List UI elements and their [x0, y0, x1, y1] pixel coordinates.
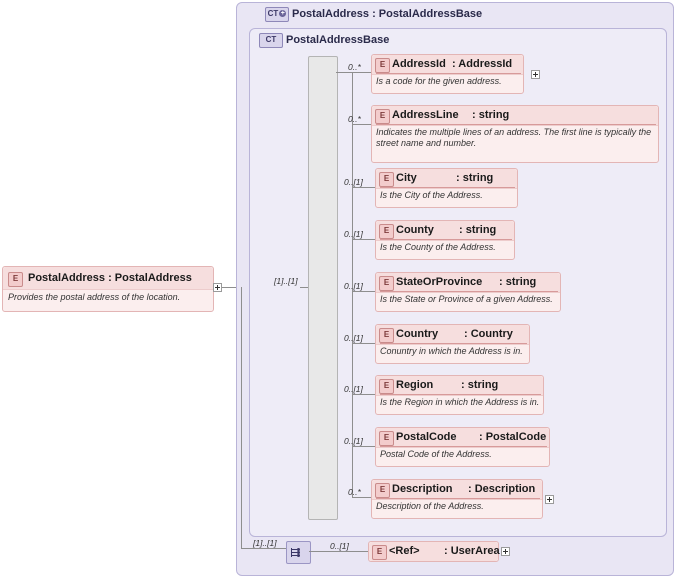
element-type: : AddressId — [452, 58, 513, 70]
element-badge-icon: E — [379, 172, 394, 187]
element-type: : Country — [464, 328, 513, 340]
element-ref-userarea[interactable] — [368, 541, 499, 562]
element-county[interactable] — [375, 220, 515, 260]
element-badge-icon: E — [379, 379, 394, 394]
connector-branch — [352, 394, 376, 395]
connector-ref-horizontal — [241, 548, 286, 549]
cardinality-addressline: 0..* — [348, 114, 361, 124]
root-element-box[interactable] — [2, 266, 214, 312]
element-name: Description — [392, 483, 453, 495]
element-header — [376, 169, 517, 189]
connector-branch — [352, 497, 372, 498]
element-addressid[interactable] — [371, 54, 524, 94]
element-type: : string — [461, 379, 499, 391]
model-group-column — [308, 56, 338, 520]
element-header — [372, 480, 542, 500]
connector-branch — [352, 343, 376, 344]
element-type: : UserArea — [444, 545, 500, 557]
element-header — [376, 376, 543, 396]
ct-badge-inner — [259, 33, 283, 48]
element-header — [376, 428, 549, 448]
element-header — [376, 325, 529, 345]
element-country[interactable] — [375, 324, 530, 364]
element-header — [372, 55, 523, 75]
element-description[interactable] — [371, 479, 543, 519]
element-badge-icon: E — [379, 328, 394, 343]
cardinality-postalcode: 0..[1] — [344, 436, 363, 446]
cardinality-description: 0..* — [348, 487, 361, 497]
connector-ref-branch — [309, 551, 369, 552]
element-name: City — [396, 172, 417, 184]
root-element-doc: Provides the postal address of the location. — [8, 292, 181, 302]
connector-branch — [352, 291, 376, 292]
connector-branch — [352, 72, 372, 73]
element-addressline[interactable] — [371, 105, 659, 163]
element-name: PostalCode — [396, 431, 457, 443]
element-city[interactable] — [375, 168, 518, 208]
element-doc: Is the Region in which the Address is in. — [380, 397, 540, 407]
ct-badge-outer — [265, 7, 289, 22]
element-postalcode[interactable] — [375, 427, 550, 467]
ct-badge-inner-label: CT — [265, 35, 277, 44]
element-doc: Description of the Address. — [376, 501, 484, 511]
element-type: : string — [456, 172, 494, 184]
complex-type-outer-title: PostalAddress : PostalAddressBase — [292, 8, 483, 20]
cardinality-ref: 0..[1] — [330, 541, 349, 551]
element-doc: Postal Code of the Address. — [380, 449, 492, 459]
sequence-compositor-userarea[interactable] — [286, 541, 311, 564]
element-stateorprovince[interactable] — [375, 272, 561, 312]
connector-branch — [352, 239, 376, 240]
cardinality-city: 0..[1] — [344, 177, 363, 187]
element-name: AddressId — [392, 58, 446, 70]
cardinality-country: 0..[1] — [344, 333, 363, 343]
cardinality-root: [1]..[1] — [274, 276, 298, 286]
element-badge-icon: E — [372, 545, 387, 560]
root-element-label: PostalAddress : PostalAddress — [28, 272, 192, 284]
element-name: Region — [396, 379, 434, 391]
element-type: : string — [499, 276, 537, 288]
element-badge-icon: E — [375, 483, 390, 498]
element-type: : string — [472, 109, 510, 121]
element-type: : Description — [468, 483, 536, 495]
element-name: <Ref> — [389, 545, 420, 557]
connector-branch — [352, 446, 376, 447]
element-type: : PostalCode — [479, 431, 547, 443]
element-doc: Indicates the multiple lines of an address. The first line is typically the street name and number. — [376, 127, 652, 148]
connector-branch — [352, 124, 372, 125]
element-badge-icon: E — [379, 431, 394, 446]
element-header — [376, 221, 514, 241]
expander-addressid-icon[interactable] — [531, 70, 540, 79]
element-type: : string — [459, 224, 497, 236]
cardinality-county: 0..[1] — [344, 229, 363, 239]
complex-type-inner-title: PostalAddressBase — [286, 34, 390, 46]
element-badge-icon: E — [379, 224, 394, 239]
element-name: AddressLine — [392, 109, 459, 121]
element-region[interactable] — [375, 375, 544, 415]
element-header — [372, 106, 658, 126]
expander-ref-icon[interactable] — [501, 547, 510, 556]
element-doc: Is the County of the Address. — [380, 242, 496, 252]
element-header — [376, 273, 560, 293]
root-expander-icon[interactable] — [213, 283, 222, 292]
cardinality-stateorprovince: 0..[1] — [344, 281, 363, 291]
cardinality-addressid: 0..* — [348, 62, 361, 72]
connector-root-to-group — [222, 287, 236, 288]
element-badge-icon: E — [375, 109, 390, 124]
element-badge-icon: E — [375, 58, 390, 73]
connector-branch — [336, 72, 352, 73]
element-doc: Is the City of the Address. — [380, 190, 483, 200]
element-badge-icon: E — [8, 272, 23, 287]
cardinality-region: 0..[1] — [344, 384, 363, 394]
cardinality-ref-group: [1]..[1] — [253, 538, 277, 548]
element-doc: Is the State or Province of a given Address. — [380, 294, 553, 304]
connector-branch — [352, 187, 376, 188]
expander-description-icon[interactable] — [545, 495, 554, 504]
element-name: StateOrProvince — [396, 276, 483, 288]
element-name: County — [396, 224, 434, 236]
ct-badge-outer-label: CT — [267, 9, 279, 18]
element-badge-icon: E — [379, 276, 394, 291]
element-doc: Is a code for the given address. — [376, 76, 502, 86]
element-doc: Conuntry in which the Address is in. — [380, 346, 523, 356]
expand-plus-icon[interactable]: + — [280, 10, 285, 18]
element-header — [369, 542, 498, 561]
connector-ref-vertical — [241, 287, 242, 548]
element-name: Country — [396, 328, 439, 340]
